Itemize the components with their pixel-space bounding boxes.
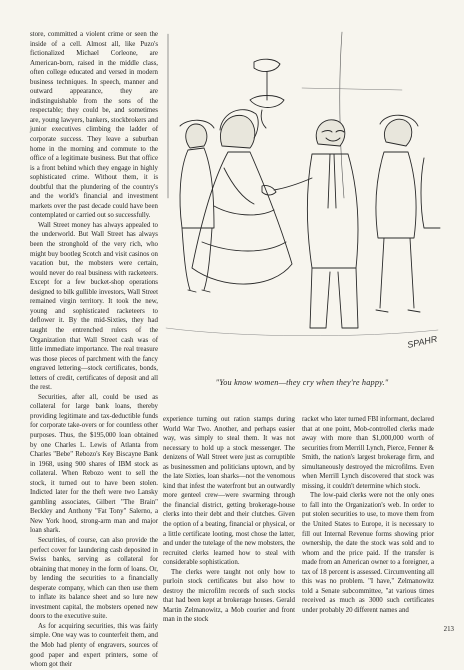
cartoon-illustration (162, 28, 442, 368)
text-column-2 (163, 415, 295, 637)
paragraph: Securities, of course, can also provide the perfect cover for laundering cash deposited in Swiss banks, serving as collateral for obtaining that money in the form of loans. Or, by lending the securities to a financially desperate company, which can then use them to inflate its balance sheet and so lure new investment capital, the mobsters opened new doors to the executive suite. (30, 536, 158, 621)
text-column-3 (302, 415, 434, 637)
paragraph: The low-paid clerks were not the only ones to fall into the Organization's web. In order to put stolen securities to use, to move them from the United States to Europe, it is necessary to fill out Internal Revenue forms showing prior ownership, the date the stock was sold and to whom and the price paid. If the transfer is made from an American owner to a foreigner, a tax of 18 percent is assessed. Circumventing all this was no problem. "I have," Zelmanowitz told a Senate subcommittee, "at various times received as much as 3000 such certificates under probably 20 different names and (302, 492, 434, 614)
artist-signature: SPAHR (406, 333, 439, 350)
cartoon-caption: "You know women—they cry when they're happy." (215, 378, 389, 387)
page-number: 213 (443, 626, 454, 633)
paragraph: store, committed a violent crime or seen the inside of a cell. Almost all, like Puzo's fictionalized Michael Corleone, are American-born, raised in the middle class, often college educated and versed in modern business techniques. In speech, manner and outward appearance, they are indistinguishable from the sons of the respectable; they could be, and sometimes are, young lawyers, bankers, stockbrokers and junior executives climbing the ladder of corporate success. They leave a suburban home in the morning and commute to the office of a legitimate business. But that office is a front behind which they engage in highly sophisticated crime. Without them, it is doubtful that the plundering of the country's and the world's financial and investment markets over the past decade could have been contemplated or carried out so successfully. (30, 31, 158, 220)
paragraph: Securities, after all, could be used as collateral for large bank loans, thereby providing legitimate and tax-deductible funds for corporate take-overs or for countless other purposes. Thus, the $195,000 loan obtained by one Charles L. Lewis of Atlanta from Charles "Bebe" Rebozo's Key Biscayne Bank in 1968, using 900 shares of IBM stock as collateral. When Rebozo went to sell the stock, it turned out to have been stolen. Indicted later for the theft were two Lansky gambling associates, Gilbert "The Brain" Beckley and Anthony "Fat Tony" Salerno, a New York hood, strong-arm man and major loan shark. (30, 393, 158, 535)
paragraph: Wall Street money has always appealed to the underworld. But Wall Street has always been the stronghold of the very rich, who might buy bootleg Scotch and visit casinos on vacation but, the mobsters were certain, would never do real business with racketeers. Except for a few bucket-shop operations designed to bilk gullible investors, Wall Street remained virgin territory. It took the new, young and sophisticated racketeers to deflower it. By the mid-Sixties, they had taught the entrenched rulers of the Organization that Wall Street cash was of little immediate importance. The real treasure was those pieces of parchment with the fancy engraved lettering—stock certificates, bonds, letters of credit, certificates of deposit and all the rest. (30, 221, 158, 392)
paragraph: experience turning out ration stamps during World War Two. Another, and perhaps easier way, was simply to steal them. It was not necessary to hold up a stock messenger. The denizens of Wall Street were just as corruptible as businessmen and politicians uptown, and by the late Sixties, loan sharks—not the venomous kind that infest the waterfront but an outwardly more genteel crew—were swarming through the financial district, getting brokerage-house clerks into their debt and their clutches. Given the option of a beating, financial or physical, or a little certificate looting, most chose the latter, and under the tutelage of the new mobsters, the recruited clerks learned how to steal with considerable sophistication. (163, 416, 295, 567)
paragraph: racket who later turned FBI informant, declared that at one point, Mob-controlled clerks made away with more than $1,000,000 worth of securities from Merrill Lynch, Pierce, Fenner & Smith, the nation's largest brokerage firm, and simultaneously destroyed the microfilms. Even when Merrill Lynch discovered that stock was missing, it couldn't determine which stock. (302, 416, 434, 490)
text-column-1 (30, 30, 158, 669)
paragraph: The clerks were taught not only how to purloin stock certificates but also how to destroy the microfilm records of such stocks that had been kept at brokerage houses. Gerald Martin Zelmanowitz, a Mob courier and front man in the stock (163, 568, 295, 624)
paragraph: As for acquiring securities, this was fairly simple. One way was to counterfeit them, and the Mob had plenty of engravers, sources of good paper and expert printers, some of whom got their (30, 622, 158, 669)
